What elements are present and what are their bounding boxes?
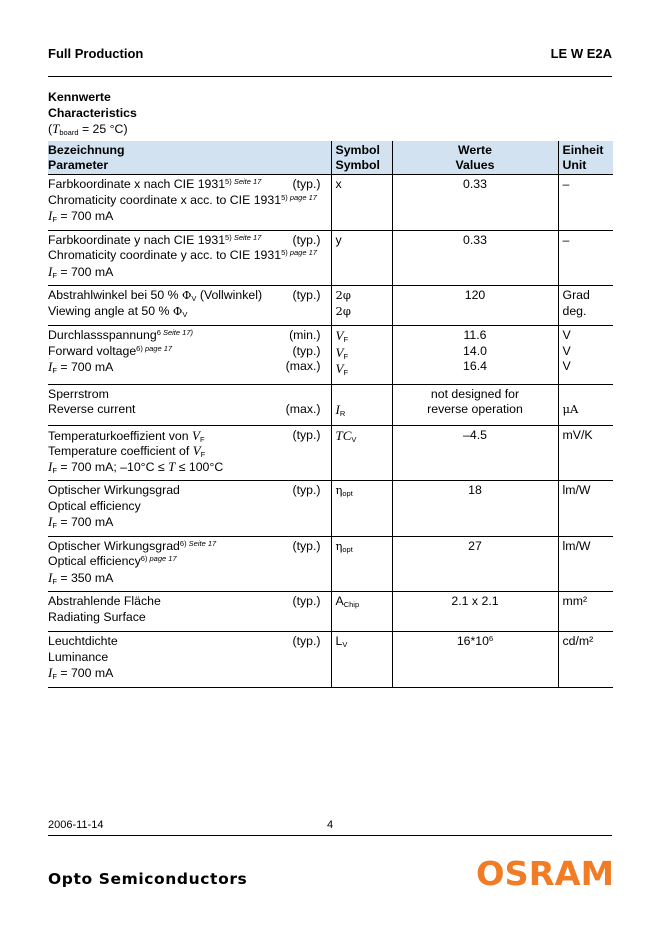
table-row [48,175,613,231]
row-unit: V V V [558,326,613,385]
row-parameter: Durchlassspannung$^6$ $^{Seite 17)}$ (min.) Forward voltage$^{6)}$ $^{page 17}$ (typ.) $I_F = 700$ mA (max.) [48,326,331,385]
product-code: LE W E2A [550,46,612,61]
row-unit: cd/m² [558,632,613,688]
footer-rule [48,835,612,836]
page-number: 4 [327,819,334,831]
row-parameter: Abstrahlwinkel bei 50 % $\Phi_V$ (Vollwinkel) (typ.) Viewing angle at 50 % $\Phi_V$ [48,286,331,326]
row-symbol: x [331,175,392,231]
row-parameter: Farbkoordinate x nach CIE 1931$^{5)}$ $^{Seite 17}$ (typ.) Chromaticity coordinate x acc. to CIE 1931$^{5)}$ $^{page 17}$ $I_F = 700$ mA [48,175,331,231]
row-value: 11.6 14.0 16.4 [392,326,558,385]
header-symbol: Symbol Symbol [331,141,392,175]
section-heading [48,90,137,138]
document-category: Full Production [48,46,144,61]
row-value: –4.5 [392,425,558,481]
row-unit: mm² [558,592,613,632]
table-row [48,286,613,326]
row-symbol: 2φ 2φ [331,286,392,326]
row-symbol: $\eta_{opt}$ [331,536,392,592]
row-symbol: $TC_V$ [331,425,392,481]
table-row [48,425,613,481]
table-header-row [48,141,613,175]
header-unit: Einheit Unit [558,141,613,175]
row-parameter: Leuchtdichte (typ.) Luminance $I_F = 700$ mA [48,632,331,688]
row-unit: mV/K [558,425,613,481]
row-value: 27 [392,536,558,592]
row-unit: μA [558,384,613,425]
row-parameter: Abstrahlende Fläche (typ.) Radiating Surface [48,592,331,632]
row-value: 120 [392,286,558,326]
row-parameter: Sperrstrom Reverse current (max.) [48,384,331,425]
row-symbol: $\eta_{opt}$ [331,481,392,537]
header-rule [48,76,612,77]
row-symbol: $A_{Chip}$ [331,592,392,632]
section-condition: ($T_{board} = 25$ °C) [48,121,128,137]
osram-logo [476,854,614,888]
row-unit: Grad deg. [558,286,613,326]
header-parameter: Bezeichnung Parameter [48,141,331,175]
row-value: $16*10^6$ [392,632,558,688]
row-symbol: $I_R$ [331,384,392,425]
osram-logo-text: OSRAM [476,854,614,888]
footer-brand: Opto Semiconductors [48,870,248,888]
row-unit: lm/W [558,536,613,592]
row-unit: – [558,230,613,286]
row-value: 18 [392,481,558,537]
row-symbol: $V_F$ $V_F$ $V_F$ [331,326,392,385]
row-unit: lm/W [558,481,613,537]
row-symbol: y [331,230,392,286]
row-value: not designed for reverse operation [392,384,558,425]
characteristics-table [48,141,613,688]
row-parameter: Optischer Wirkungsgrad$^{6)}$ $^{Seite 17}$ (typ.) Optical efficiency$^{6)}$ $^{page 17}$ $I_F = 350$ mA [48,536,331,592]
table-row [48,384,613,425]
section-title-en: Characteristics [48,105,137,120]
header-values: Werte Values [392,141,558,175]
table-row [48,592,613,632]
footer-date: 2006-11-14 [48,819,104,831]
table-row [48,326,613,385]
table-row [48,632,613,688]
table-row [48,481,613,537]
row-parameter: Optischer Wirkungsgrad (typ.) Optical efficiency $I_F = 700$ mA [48,481,331,537]
row-value: 0.33 [392,175,558,231]
row-parameter: Farbkoordinate y nach CIE 1931$^{5)}$ $^{Seite 17}$ (typ.) Chromaticity coordinate y acc. to CIE 1931$^{5)}$ $^{page 17}$ $I_F = 700$ mA [48,230,331,286]
row-value: 0.33 [392,230,558,286]
row-parameter: Temperaturkoeffizient von $V_F$ (typ.) Temperature coefficient of $V_F$ $I_F = 700$ mA; –10°C ≤ T ≤ 100°C [48,425,331,481]
row-value: 2.1 x 2.1 [392,592,558,632]
section-title-de: Kennwerte [48,90,111,104]
row-symbol: $L_V$ [331,632,392,688]
table-row [48,536,613,592]
table-row [48,230,613,286]
row-unit: – [558,175,613,231]
